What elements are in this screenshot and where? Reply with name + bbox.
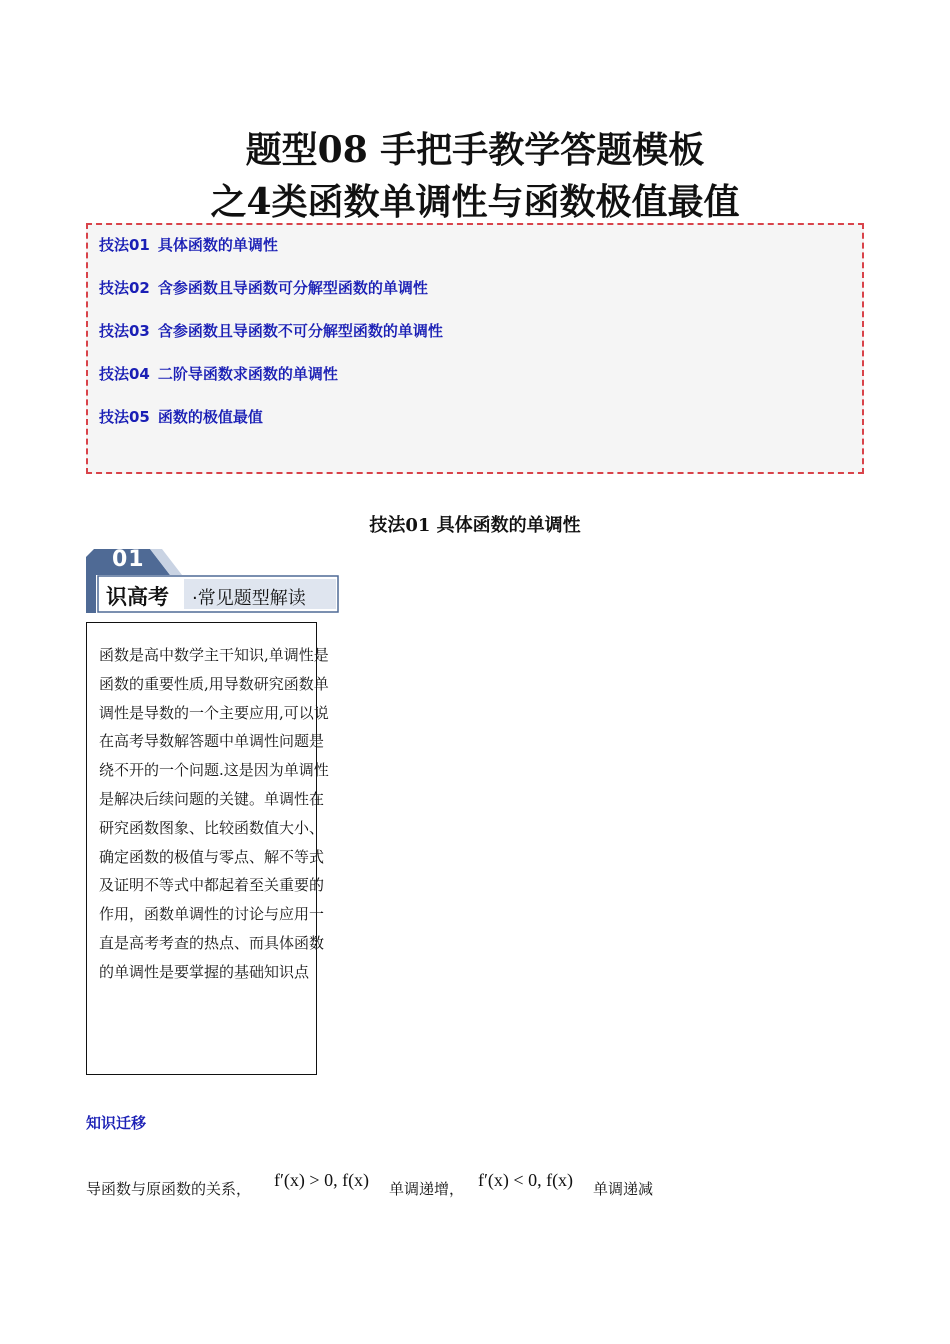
section-heading: 技法01 具体函数的单调性 xyxy=(369,515,581,536)
toc-item-number: 技法04 xyxy=(99,365,150,383)
toc-item-label: 具体函数的单调性 xyxy=(157,236,278,254)
toc-item-number: 技法02 xyxy=(99,279,150,297)
toc-item-technique-01[interactable] xyxy=(99,234,278,255)
page-title-line-1: 题型08 手把手教学答题模板 xyxy=(245,129,705,171)
toc-item-technique-04[interactable] xyxy=(99,363,338,384)
badge-title: 识高考 xyxy=(106,585,169,609)
toc-item-technique-03[interactable] xyxy=(99,320,443,341)
relation-result-decreasing: 单调递减 xyxy=(593,1180,654,1198)
badge-subtitle: ·常见题型解读 xyxy=(192,588,306,609)
toc-item-number: 技法05 xyxy=(99,408,150,426)
toc-item-technique-02[interactable] xyxy=(99,277,428,298)
toc-item-number: 技法03 xyxy=(99,322,150,340)
relation-condition-increasing: f′(x) > 0, f(x) xyxy=(274,1170,370,1190)
derivative-relation xyxy=(86,1170,866,1200)
relation-condition-decreasing: f′(x) < 0, f(x) xyxy=(478,1170,574,1190)
relation-result-increasing: 单调递增， xyxy=(389,1180,465,1198)
toc-item-label: 含参函数且导函数可分解型函数的单调性 xyxy=(157,279,428,297)
technique-table-of-contents xyxy=(86,223,864,474)
intro-box xyxy=(86,622,329,1075)
toc-item-label: 含参函数且导函数不可分解型函数的单调性 xyxy=(157,322,443,340)
toc-item-technique-05[interactable] xyxy=(99,406,263,427)
intro-text: 函数是高中数学主干知识,单调性是函数的重要性质,用导数研究函数单调性是导数的一个主要应用,可以说在高考导数解答题中单调性问题是绕不开的一个问题.这是因为单调性是解决后续问题的关键。单调性在研究函数图象、比较函数值大小、确定函数的极值与零点、解不等式及证明不等式中都起着至关重要的作用，函数单调性的讨论与应用一直是高考考查的热点、而具体函数的单调性是要掌握的基础知识点 xyxy=(99,646,329,981)
badge-number: 01 xyxy=(112,547,145,572)
knowledge-transfer-label: 知识迁移 xyxy=(86,1114,147,1132)
toc-item-label: 二阶导函数求函数的单调性 xyxy=(157,365,338,383)
toc-item-label: 函数的极值最值 xyxy=(157,408,263,426)
toc-item-number: 技法01 xyxy=(99,236,150,254)
relation-prefix: 导函数与原函数的关系， xyxy=(86,1180,252,1198)
page-title-line-2: 之4类函数单调性与函数极值最值 xyxy=(210,181,740,223)
section-badge xyxy=(86,545,342,617)
